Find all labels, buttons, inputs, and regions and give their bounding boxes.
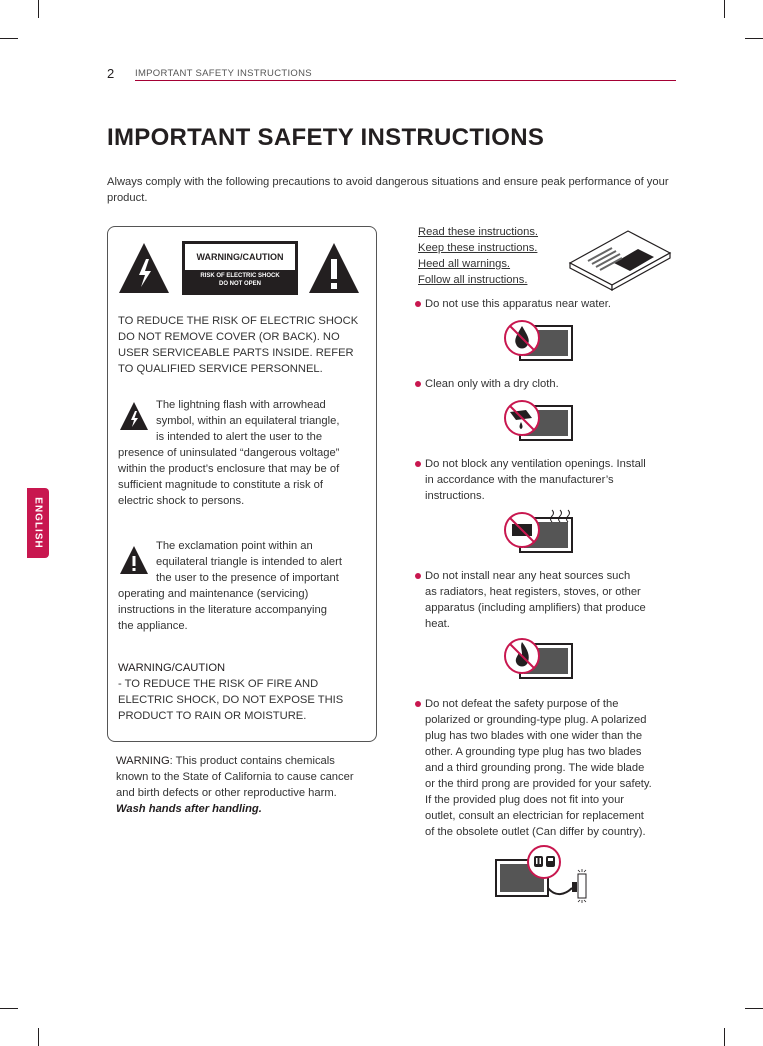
crop-mark	[745, 1008, 763, 1009]
bullet-text-heat: Do not install near any heat sources such as radiators, heat registers, stoves, or other apparatus (including amplifiers) that produce heat.	[425, 570, 646, 630]
no-wet-cloth-icon	[502, 398, 576, 448]
no-block-vent-icon	[502, 508, 582, 558]
language-tab	[27, 488, 49, 558]
shock-warning-text: TO REDUCE THE RISK OF ELECTRIC SHOCK DO NOT REMOVE COVER (OR BACK). NO USER SERVICEABLE PARTS INSIDE. REFER TO QUALIFIED SERVICE PERSONNEL.	[118, 315, 359, 375]
crop-mark	[0, 1008, 18, 1009]
warning-caution-badge	[182, 241, 298, 295]
instruction-heed: Heed all warnings.	[418, 258, 511, 270]
lightning-description: The lightning flash with arrowhead symbol, within an equilateral triangle, is intended to alert the user to the presence of uninsulated “dangerous voltage” within the product’s enclosure that may be of sufficient magnitude to constitute a risk of electric shock to persons.	[118, 399, 340, 507]
instruction-read: Read these instructions.	[418, 226, 539, 238]
bullet-text-ventilation: Do not block any ventilation openings. Install in accordance with the manufacturer’s instructions.	[425, 458, 646, 502]
page-title: IMPORTANT SAFETY INSTRUCTIONS	[107, 124, 545, 151]
bullet-marker	[415, 461, 421, 467]
exclamation-triangle-icon	[307, 241, 361, 295]
badge-subtitle: RISK OF ELECTRIC SHOCK DO NOT OPEN	[200, 273, 280, 287]
crop-mark	[38, 0, 39, 18]
no-water-icon	[502, 318, 576, 368]
bullet-text-cloth: Clean only with a dry cloth.	[425, 378, 559, 390]
prop65-label: WARNING	[116, 755, 170, 767]
language-tab-label: ENGLISH	[32, 497, 44, 549]
instruction-follow: Follow all instructions.	[418, 274, 528, 286]
crop-mark	[38, 1028, 39, 1046]
badge-title: WARNING/CAUTION	[185, 244, 295, 270]
bullet-marker	[415, 301, 421, 307]
bullet-marker	[415, 573, 421, 579]
intro-paragraph: Always comply with the following precautions to avoid dangerous situations and ensure peak performance of your product.	[107, 176, 669, 204]
bullet-marker	[415, 701, 421, 707]
grounded-plug-icon	[492, 844, 592, 904]
caution-heading: WARNING/CAUTION	[118, 662, 226, 674]
bullet-text-water: Do not use this apparatus near water.	[425, 298, 611, 310]
bullet-marker	[415, 381, 421, 387]
lightning-triangle-icon	[117, 241, 171, 295]
crop-mark	[0, 38, 18, 39]
page-number: 2	[107, 66, 115, 81]
bullet-text-plug: Do not defeat the safety purpose of the polarized or grounding-type plug. A polarized plug has two blades with one wider than the other. A grounding type plug has two blades and a third grounding prong. The wide blade or the third prong are provided for your safety. If the provided plug does not fit into your outlet, consult an electrician for replacement of the obsolete outlet (Can differ by country).	[425, 698, 652, 838]
instruction-keep: Keep these instructions.	[418, 242, 538, 254]
crop-mark	[724, 1028, 725, 1046]
crop-mark	[745, 38, 763, 39]
manual-book-icon	[566, 227, 674, 293]
no-heat-source-icon	[502, 636, 576, 686]
prop65-emphasis: Wash hands after handling.	[116, 803, 262, 815]
exclamation-description: The exclamation point within an equilateral triangle is intended to alert the user to the presence of important operating and maintenance (servicing) instructions in the literature accompanying the appliance.	[118, 540, 342, 632]
running-header: IMPORTANT SAFETY INSTRUCTIONS	[135, 68, 312, 79]
crop-mark	[724, 0, 725, 18]
prop65-warning: WARNING: This product contains chemicals known to the State of California to cause cancer and birth defects or other reproductive harm. Wash hands after handling.	[116, 753, 381, 817]
header-rule	[135, 80, 676, 81]
caution-text: - TO REDUCE THE RISK OF FIRE AND ELECTRIC SHOCK, DO NOT EXPOSE THIS PRODUCT TO RAIN OR MOISTURE.	[118, 678, 344, 722]
